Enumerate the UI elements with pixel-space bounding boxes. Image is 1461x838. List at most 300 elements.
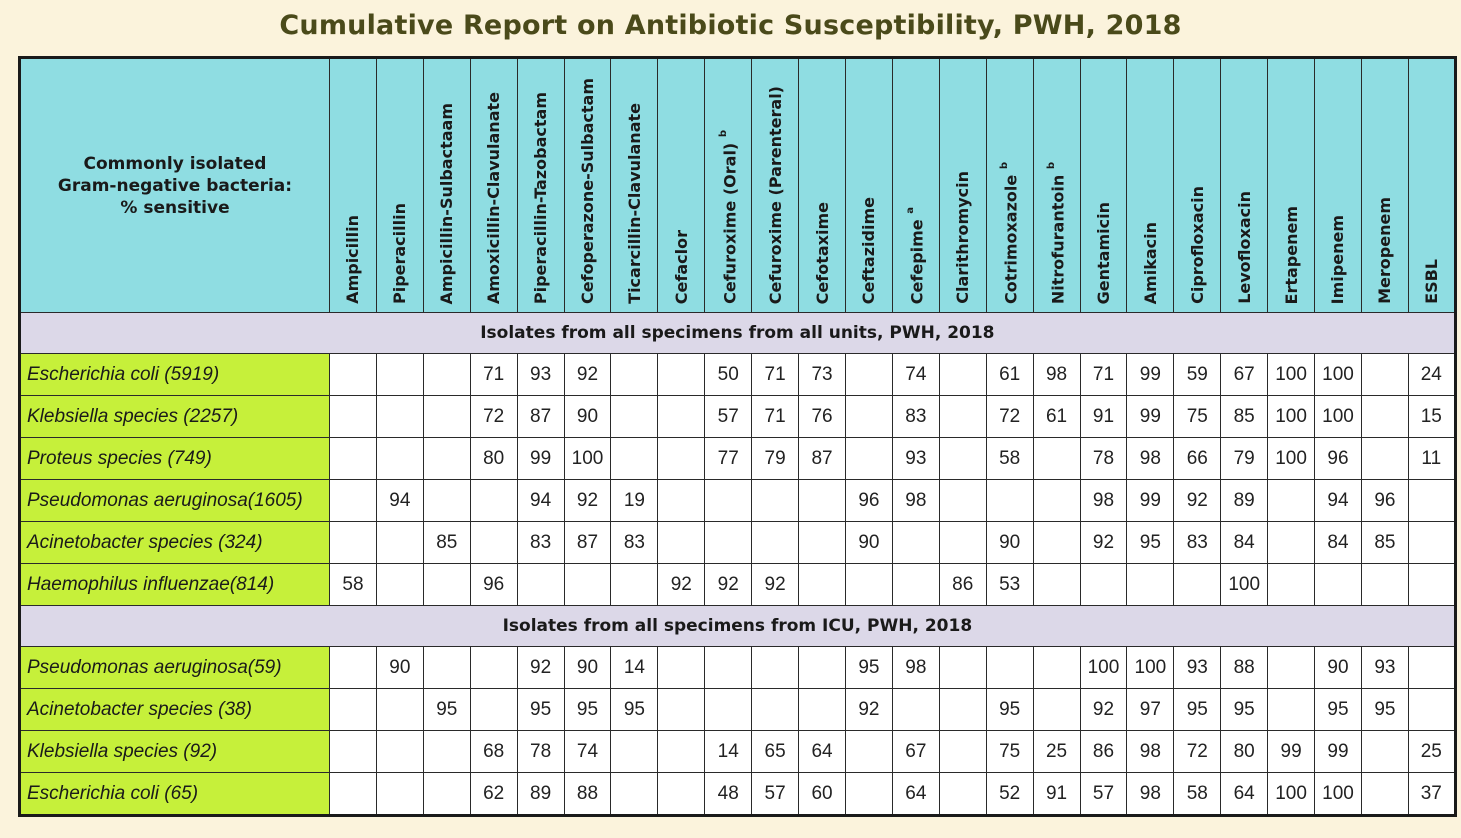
- sensitivity-cell: 25: [1033, 731, 1080, 773]
- report-title: Cumulative Report on Antibiotic Susceptibility, PWH, 2018: [279, 10, 1182, 41]
- sensitivity-cell: [1361, 773, 1408, 816]
- sensitivity-cell: [376, 773, 423, 816]
- sensitivity-cell: [799, 522, 846, 564]
- sensitivity-cell: [330, 773, 377, 816]
- sensitivity-cell: [752, 647, 799, 689]
- antibiotic-name: Cotrimoxazole: [1001, 174, 1021, 304]
- sensitivity-cell: 92: [1080, 522, 1127, 564]
- sensitivity-cell: 57: [752, 773, 799, 816]
- sensitivity-cell: 99: [1127, 480, 1174, 522]
- sensitivity-cell: 100: [1315, 773, 1362, 816]
- table-row: [20, 354, 1456, 396]
- sensitivity-cell: [658, 480, 705, 522]
- sensitivity-cell: 52: [986, 773, 1033, 816]
- sensitivity-cell: [1361, 731, 1408, 773]
- antibiotic-label: [1141, 222, 1160, 304]
- sensitivity-cell: 74: [564, 731, 611, 773]
- sensitivity-cell: 67: [892, 731, 939, 773]
- sensitivity-cell: 95: [1221, 689, 1268, 731]
- table-row: [20, 689, 1456, 731]
- sensitivity-cell: 98: [1127, 773, 1174, 816]
- footnote-marker: b: [998, 162, 1010, 170]
- sensitivity-cell: [892, 564, 939, 606]
- sensitivity-cell: [1033, 522, 1080, 564]
- antibiotic-label: [766, 86, 785, 304]
- antibiotic-header-amikacin: [1127, 58, 1174, 313]
- sensitivity-cell: 77: [705, 438, 752, 480]
- sensitivity-cell: [1174, 564, 1221, 606]
- sensitivity-cell: [517, 564, 564, 606]
- sensitivity-cell: [330, 480, 377, 522]
- sensitivity-cell: [1361, 438, 1408, 480]
- antibiotic-header-cefaclor: [658, 58, 705, 313]
- antibiotic-name: Cefuroxime (Oral): [719, 142, 739, 304]
- section-heading-row: [20, 313, 1456, 354]
- sensitivity-cell: [1268, 522, 1315, 564]
- section-heading-row: [20, 606, 1456, 647]
- antibiotic-name: Cefuroxime (Parenteral): [765, 85, 785, 304]
- sensitivity-cell: 83: [892, 396, 939, 438]
- sensitivity-cell: 92: [564, 354, 611, 396]
- sensitivity-cell: 98: [1033, 354, 1080, 396]
- sensitivity-cell: 83: [517, 522, 564, 564]
- sensitivity-cell: 92: [564, 480, 611, 522]
- sensitivity-cell: [330, 731, 377, 773]
- sensitivity-cell: 95: [564, 689, 611, 731]
- sensitivity-cell: 89: [517, 773, 564, 816]
- sensitivity-cell: 72: [1174, 731, 1221, 773]
- antibiotic-label: [953, 171, 972, 304]
- sensitivity-cell: 95: [517, 689, 564, 731]
- sensitivity-cell: 86: [1080, 731, 1127, 773]
- antibiotic-label: [905, 207, 926, 304]
- antibiotic-label: [718, 130, 739, 304]
- antibiotic-name: Nitrofurantoin: [1048, 174, 1068, 304]
- sensitivity-cell: [1361, 354, 1408, 396]
- sensitivity-cell: 83: [611, 522, 658, 564]
- sensitivity-cell: [1408, 564, 1455, 606]
- antibiotic-header-gentamicin: [1080, 58, 1127, 313]
- antibiotic-label: [625, 103, 644, 304]
- sensitivity-cell: 92: [752, 564, 799, 606]
- organism-name: Klebsiella species (92): [20, 731, 330, 773]
- sensitivity-cell: 88: [564, 773, 611, 816]
- sensitivity-cell: [1033, 564, 1080, 606]
- antibiotic-header-cefotaxime: [799, 58, 846, 313]
- sensitivity-cell: [423, 773, 470, 816]
- sensitivity-cell: 92: [517, 647, 564, 689]
- sensitivity-cell: [1033, 647, 1080, 689]
- sensitivity-cell: 64: [1221, 773, 1268, 816]
- sensitivity-cell: 95: [1174, 689, 1221, 731]
- sensitivity-cell: 78: [1080, 438, 1127, 480]
- sensitivity-cell: 78: [517, 731, 564, 773]
- sensitivity-cell: [799, 564, 846, 606]
- sensitivity-cell: [705, 522, 752, 564]
- antibiotic-header-cefoperazone-sulbactam: [564, 58, 611, 313]
- sensitivity-cell: 99: [517, 438, 564, 480]
- antibiotic-name: Cefoperazone-Sulbactam: [577, 78, 597, 304]
- antibiotic-label: [999, 162, 1020, 304]
- sensitivity-cell: [1408, 647, 1455, 689]
- antibiotic-label: [578, 78, 597, 304]
- sensitivity-cell: 100: [1268, 354, 1315, 396]
- sensitivity-cell: [1268, 564, 1315, 606]
- antibiotic-name: Ampicillin: [343, 215, 363, 304]
- antibiotic-label: [1046, 162, 1067, 304]
- corner-line-1: Commonly isolated: [83, 153, 267, 174]
- sensitivity-cell: [423, 731, 470, 773]
- antibiotic-label: [1328, 215, 1347, 304]
- sensitivity-cell: [423, 647, 470, 689]
- sensitivity-cell: 62: [470, 773, 517, 816]
- sensitivity-cell: 95: [611, 689, 658, 731]
- sensitivity-cell: 68: [470, 731, 517, 773]
- sensitivity-cell: 58: [1174, 773, 1221, 816]
- sensitivity-cell: [1127, 564, 1174, 606]
- antibiotic-header-imipenem: [1315, 58, 1362, 313]
- sensitivity-cell: 100: [1315, 354, 1362, 396]
- table-row: [20, 773, 1456, 816]
- sensitivity-cell: 91: [1080, 396, 1127, 438]
- sensitivity-cell: 100: [1268, 396, 1315, 438]
- sensitivity-cell: 74: [892, 354, 939, 396]
- sensitivity-cell: [845, 773, 892, 816]
- antibiotic-header-cefuroxime-oral: [705, 58, 752, 313]
- antibiotic-name: Ceftazidime: [859, 196, 879, 304]
- antibiotic-label: [1282, 206, 1301, 304]
- section-heading: Isolates from all specimens from ICU, PWH, 2018: [20, 606, 1456, 647]
- susceptibility-table: [18, 56, 1457, 817]
- antibiotic-header-esbl: [1408, 58, 1455, 313]
- sensitivity-cell: 58: [986, 438, 1033, 480]
- sensitivity-cell: [564, 564, 611, 606]
- sensitivity-cell: 67: [1221, 354, 1268, 396]
- sensitivity-cell: 57: [705, 396, 752, 438]
- sensitivity-cell: 11: [1408, 438, 1455, 480]
- sensitivity-cell: [658, 731, 705, 773]
- sensitivity-cell: 60: [799, 773, 846, 816]
- sensitivity-cell: [423, 438, 470, 480]
- sensitivity-cell: 87: [564, 522, 611, 564]
- antibiotic-header-cefuroxime-parenteral: [752, 58, 799, 313]
- sensitivity-cell: 85: [423, 522, 470, 564]
- antibiotic-header-ticarcillin-clavulanate: [611, 58, 658, 313]
- sensitivity-cell: 90: [845, 522, 892, 564]
- antibiotic-header-ampicillin: [330, 58, 377, 313]
- organism-name: Escherichia coli (5919): [20, 354, 330, 396]
- sensitivity-cell: 85: [1361, 522, 1408, 564]
- antibiotic-name: Piperacillin: [390, 202, 410, 304]
- sensitivity-cell: [658, 354, 705, 396]
- sensitivity-cell: 14: [611, 647, 658, 689]
- sensitivity-cell: 95: [1361, 689, 1408, 731]
- sensitivity-cell: 95: [423, 689, 470, 731]
- sensitivity-cell: [845, 731, 892, 773]
- sensitivity-cell: [939, 438, 986, 480]
- antibiotic-name: Ertapenem: [1281, 205, 1301, 304]
- sensitivity-cell: 71: [470, 354, 517, 396]
- antibiotic-label: [859, 197, 878, 304]
- antibiotic-name: Ciprofloxacin: [1187, 186, 1207, 304]
- sensitivity-cell: 61: [986, 354, 1033, 396]
- antibiotic-header-ampicillin-sulbactaam: [423, 58, 470, 313]
- sensitivity-cell: 100: [1268, 438, 1315, 480]
- sensitivity-cell: 96: [1361, 480, 1408, 522]
- corner-line-2: Gram-negative bacteria:: [57, 175, 293, 196]
- sensitivity-cell: 97: [1127, 689, 1174, 731]
- sensitivity-cell: [939, 354, 986, 396]
- sensitivity-cell: 50: [705, 354, 752, 396]
- sensitivity-cell: 98: [1080, 480, 1127, 522]
- antibiotic-name: Imipenem: [1328, 214, 1348, 304]
- sensitivity-cell: [611, 564, 658, 606]
- header-row: [20, 58, 1456, 313]
- antibiotic-header-amoxicillin-clavulanate: [470, 58, 517, 313]
- sensitivity-cell: 64: [799, 731, 846, 773]
- footnote-marker: b: [1045, 161, 1057, 170]
- sensitivity-cell: [658, 396, 705, 438]
- sensitivity-cell: 99: [1127, 396, 1174, 438]
- organism-name: Haemophilus influenzae(814): [20, 564, 330, 606]
- organism-name: Acinetobacter species (38): [20, 689, 330, 731]
- sensitivity-cell: [705, 480, 752, 522]
- antibiotic-label: [343, 215, 362, 304]
- sensitivity-cell: [1268, 480, 1315, 522]
- sensitivity-cell: [423, 354, 470, 396]
- organism-name: Pseudomonas aeruginosa(1605): [20, 480, 330, 522]
- sensitivity-cell: [330, 689, 377, 731]
- sensitivity-cell: 100: [1127, 647, 1174, 689]
- antibiotic-label: [1094, 202, 1113, 304]
- section-heading: Isolates from all specimens from all units, PWH, 2018: [20, 313, 1456, 354]
- sensitivity-cell: [939, 731, 986, 773]
- sensitivity-cell: 96: [470, 564, 517, 606]
- sensitivity-cell: [939, 773, 986, 816]
- footnote-marker: a: [905, 206, 917, 214]
- table-row: [20, 564, 1456, 606]
- sensitivity-cell: 85: [1221, 396, 1268, 438]
- sensitivity-cell: 94: [1315, 480, 1362, 522]
- sensitivity-cell: [986, 647, 1033, 689]
- antibiotic-label: [813, 202, 832, 304]
- organism-name: Klebsiella species (2257): [20, 396, 330, 438]
- sensitivity-cell: 14: [705, 731, 752, 773]
- table-row: [20, 438, 1456, 480]
- sensitivity-cell: 87: [517, 396, 564, 438]
- sensitivity-cell: 96: [845, 480, 892, 522]
- sensitivity-cell: [470, 480, 517, 522]
- sensitivity-cell: 99: [1127, 354, 1174, 396]
- sensitivity-cell: 93: [1174, 647, 1221, 689]
- organism-name: Pseudomonas aeruginosa(59): [20, 647, 330, 689]
- antibiotic-header-ceftazidime: [845, 58, 892, 313]
- antibiotic-label: [672, 230, 691, 304]
- antibiotic-name: ESBL: [1421, 259, 1441, 304]
- sensitivity-cell: 76: [799, 396, 846, 438]
- sensitivity-cell: [658, 522, 705, 564]
- sensitivity-cell: [1408, 689, 1455, 731]
- sensitivity-cell: 96: [1315, 438, 1362, 480]
- sensitivity-cell: 71: [752, 396, 799, 438]
- sensitivity-cell: 98: [1127, 438, 1174, 480]
- sensitivity-cell: [845, 396, 892, 438]
- sensitivity-cell: [376, 731, 423, 773]
- sensitivity-cell: [611, 396, 658, 438]
- sensitivity-cell: 100: [1268, 773, 1315, 816]
- sensitivity-cell: 89: [1221, 480, 1268, 522]
- sensitivity-cell: [1033, 689, 1080, 731]
- sensitivity-cell: 84: [1221, 522, 1268, 564]
- sensitivity-cell: [376, 354, 423, 396]
- antibiotic-header-ciprofloxacin: [1174, 58, 1221, 313]
- sensitivity-cell: [470, 689, 517, 731]
- sensitivity-cell: 61: [1033, 396, 1080, 438]
- antibiotic-header-piperacillin-tazobactam: [517, 58, 564, 313]
- sensitivity-cell: [799, 480, 846, 522]
- sensitivity-cell: 57: [1080, 773, 1127, 816]
- sensitivity-cell: 92: [705, 564, 752, 606]
- sensitivity-cell: 98: [1127, 731, 1174, 773]
- sensitivity-cell: [658, 689, 705, 731]
- sensitivity-cell: [658, 647, 705, 689]
- sensitivity-cell: 90: [564, 396, 611, 438]
- antibiotic-name: Cefepime: [907, 219, 927, 304]
- sensitivity-cell: [611, 438, 658, 480]
- sensitivity-cell: [376, 438, 423, 480]
- sensitivity-cell: [611, 773, 658, 816]
- sensitivity-cell: 98: [892, 480, 939, 522]
- table-row: [20, 396, 1456, 438]
- sensitivity-cell: [799, 689, 846, 731]
- sensitivity-cell: 71: [752, 354, 799, 396]
- sensitivity-cell: [611, 354, 658, 396]
- sensitivity-cell: 59: [1174, 354, 1221, 396]
- sensitivity-cell: [330, 396, 377, 438]
- sensitivity-cell: 72: [470, 396, 517, 438]
- antibiotic-name: Gentamicin: [1093, 201, 1113, 304]
- sensitivity-cell: 88: [1221, 647, 1268, 689]
- sensitivity-cell: 92: [658, 564, 705, 606]
- antibiotic-header-cefepime: [892, 58, 939, 313]
- organism-name: Proteus species (749): [20, 438, 330, 480]
- antibiotic-name: Amoxicillin-Clavulanate: [484, 91, 504, 304]
- antibiotic-header-meropenem: [1361, 58, 1408, 313]
- sensitivity-cell: [1315, 564, 1362, 606]
- organism-name: Escherichia coli (65): [20, 773, 330, 816]
- sensitivity-cell: [1408, 522, 1455, 564]
- sensitivity-cell: 73: [799, 354, 846, 396]
- antibiotic-name: Amikacin: [1140, 221, 1160, 304]
- sensitivity-cell: [1080, 564, 1127, 606]
- sensitivity-cell: 84: [1315, 522, 1362, 564]
- sensitivity-cell: [376, 396, 423, 438]
- sensitivity-cell: [376, 522, 423, 564]
- sensitivity-cell: 65: [752, 731, 799, 773]
- sensitivity-cell: 100: [1080, 647, 1127, 689]
- antibiotic-name: Piperacillin-Tazobactam: [531, 91, 551, 304]
- sensitivity-cell: 90: [986, 522, 1033, 564]
- sensitivity-cell: [330, 354, 377, 396]
- antibiotic-label: [1188, 186, 1207, 304]
- sensitivity-cell: [658, 773, 705, 816]
- antibiotic-label: [484, 92, 503, 304]
- table-row: [20, 480, 1456, 522]
- sensitivity-cell: 58: [330, 564, 377, 606]
- sensitivity-cell: 100: [1221, 564, 1268, 606]
- sensitivity-cell: 94: [517, 480, 564, 522]
- sensitivity-cell: [845, 354, 892, 396]
- sensitivity-cell: [376, 564, 423, 606]
- sensitivity-cell: 91: [1033, 773, 1080, 816]
- sensitivity-cell: 48: [705, 773, 752, 816]
- sensitivity-cell: 25: [1408, 731, 1455, 773]
- sensitivity-cell: [892, 689, 939, 731]
- sensitivity-cell: [705, 689, 752, 731]
- antibiotic-name: Cefotaxime: [812, 201, 832, 304]
- sensitivity-cell: [470, 522, 517, 564]
- sensitivity-cell: [470, 647, 517, 689]
- sensitivity-cell: 90: [564, 647, 611, 689]
- sensitivity-cell: [799, 647, 846, 689]
- sensitivity-cell: [1361, 396, 1408, 438]
- sensitivity-cell: 24: [1408, 354, 1455, 396]
- sensitivity-cell: [986, 480, 1033, 522]
- sensitivity-cell: [939, 396, 986, 438]
- sensitivity-cell: 92: [1080, 689, 1127, 731]
- antibiotic-header-piperacillin: [376, 58, 423, 313]
- footnote-marker: b: [717, 130, 729, 138]
- sensitivity-cell: 79: [752, 438, 799, 480]
- sensitivity-cell: [939, 689, 986, 731]
- susceptibility-table-container: [18, 56, 1454, 816]
- sensitivity-cell: 87: [799, 438, 846, 480]
- sensitivity-cell: [1268, 689, 1315, 731]
- sensitivity-cell: [423, 480, 470, 522]
- sensitivity-cell: [1408, 480, 1455, 522]
- antibiotic-header-cotrimoxazole: [986, 58, 1033, 313]
- sensitivity-cell: [330, 647, 377, 689]
- sensitivity-cell: [939, 480, 986, 522]
- antibiotic-name: Levofloxacin: [1234, 191, 1254, 304]
- sensitivity-cell: [330, 522, 377, 564]
- sensitivity-cell: 80: [1221, 731, 1268, 773]
- antibiotic-header-levofloxacin: [1221, 58, 1268, 313]
- sensitivity-cell: 93: [517, 354, 564, 396]
- sensitivity-cell: 19: [611, 480, 658, 522]
- sensitivity-cell: 94: [376, 480, 423, 522]
- antibiotic-name: Clarithromycin: [953, 171, 973, 304]
- sensitivity-cell: [376, 689, 423, 731]
- sensitivity-cell: 92: [1174, 480, 1221, 522]
- sensitivity-cell: 90: [376, 647, 423, 689]
- sensitivity-cell: 64: [892, 773, 939, 816]
- antibiotic-header-ertapenem: [1268, 58, 1315, 313]
- sensitivity-cell: [752, 689, 799, 731]
- antibiotic-label: [1235, 191, 1254, 304]
- antibiotic-label: [1375, 197, 1394, 304]
- sensitivity-cell: 98: [892, 647, 939, 689]
- antibiotic-name: Ampicillin-Sulbactaam: [437, 102, 457, 304]
- corner-header: [20, 58, 330, 313]
- sensitivity-cell: 80: [470, 438, 517, 480]
- antibiotic-label: [531, 92, 550, 304]
- sensitivity-cell: [611, 731, 658, 773]
- sensitivity-cell: [939, 647, 986, 689]
- table-row: [20, 522, 1456, 564]
- sensitivity-cell: [939, 522, 986, 564]
- sensitivity-cell: [1033, 480, 1080, 522]
